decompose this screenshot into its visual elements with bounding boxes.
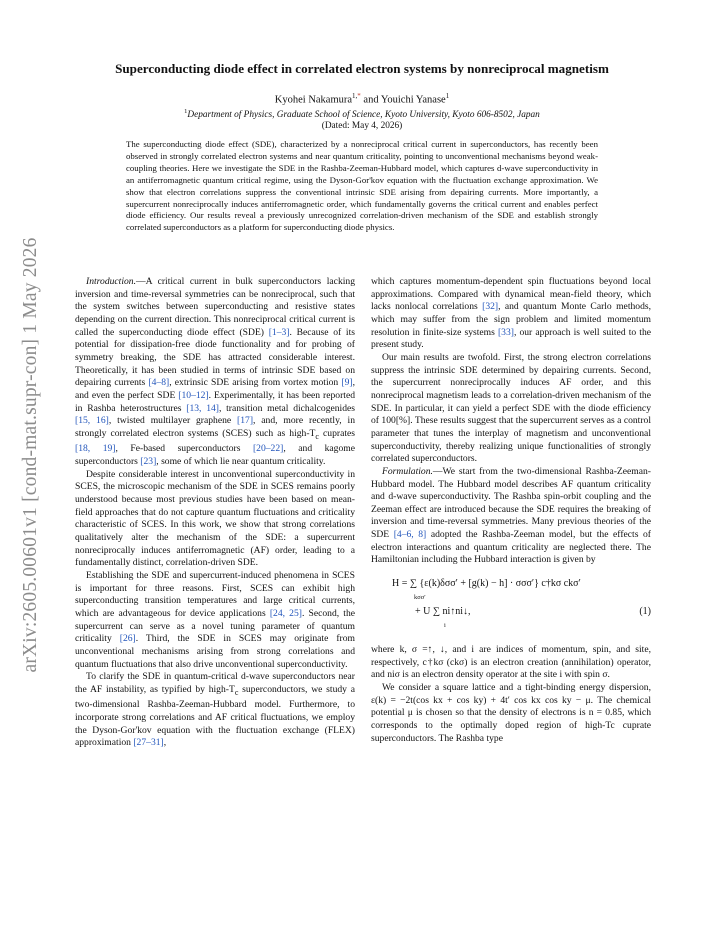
equation-line-1: H = ∑ {ε(k)δσσ′ + [g(k) − h] · σσσ′} c†kσ ckσ′ [392, 578, 581, 590]
paragraph-text: , extrinsic SDE arising from vortex motion [169, 377, 342, 389]
paragraph-text: , Fe-based superconductors [115, 443, 253, 455]
citation-link[interactable]: [13, 14] [186, 402, 219, 414]
equation-line-2: + U ∑ ni↑ni↓, [415, 606, 471, 618]
sum-subscript: i [444, 622, 446, 630]
affiliation [60, 108, 664, 120]
paragraph: Despite considerable interest in unconventional superconductivity in SCES, the microscopic mechanism of the SDE in SCES remains poorly understood because most previous studies have been based on mean-field approaches that do not capture quantum fluctuations and criticality characteristic of SCES. In this work, we show that strong correlations qualitatively alter the mechanism of the SDE: a supercurrent nonreciprocally induces antiferromagnetic (AF) order, leading to a fundamentally distinct, correlation-driven SDE. [75, 468, 355, 569]
citation-link[interactable]: [15, 16] [75, 415, 109, 427]
authors-and: and [363, 94, 379, 106]
citation-link[interactable]: [27–31] [133, 737, 164, 749]
paragraph [75, 671, 355, 750]
left-column [75, 276, 355, 750]
paragraph-text: which captures momentum-dependent spin fluctuations beyond local approximations. Compared with dynamical mean-field theory, which lacks nonlocal correlations [371, 276, 651, 313]
paragraph-text: , [163, 737, 167, 749]
arxiv-identifier: arXiv:2605.00601v1 [cond-mat.supr-con] 1 May 2026 [20, 237, 41, 673]
citation-link[interactable]: [24, 25] [269, 607, 302, 619]
paragraph-text: cuprates [318, 427, 355, 439]
arxiv-sidebar [8, 200, 54, 710]
subscript: c [315, 431, 319, 441]
section-label: Introduction. [86, 276, 137, 287]
equation-1 [371, 573, 651, 637]
authors-line [60, 92, 664, 106]
paragraph: Our main results are twofold. First, the strong electron correlations suppress the intrinsic SDE determined by depairing currents. Second, the supercurrent nonreciprocally induces AF order, and this nonreciprocal magnetism leads to a correlation-driven mechanism of the SDE. In particular, it can yield a perfect SDE with the diode efficiency of 100[%]. These results suggest that the supercurrent serves as a control parameter that tunes the interplay of magnetism and unconventional superconductivity, thereby realizing unique functionalities of strongly correlated superconductors. [371, 351, 651, 465]
citation-link[interactable]: [4–6, 8] [393, 529, 427, 541]
author-affil-mark: 1 [445, 92, 450, 100]
equation-number: (1) [639, 606, 651, 618]
citation-link[interactable]: [17] [237, 415, 254, 427]
paragraph-text: , twisted multilayer graphene [108, 415, 238, 427]
paragraph-text: , and even the perfect SDE [75, 377, 355, 401]
paragraph-text: To clarify the SDE in quantum-critical d-wave superconductors near the AF instability, as typified by high-T [75, 671, 355, 695]
paragraph-text: , and quantum Monte Carlo methods, which may suffer from the sign problem and limited momentum resolution in finite-size systems [371, 301, 652, 338]
affiliation-mark: 1 [184, 108, 188, 115]
sum-subscript: kσσ′ [414, 594, 426, 602]
paragraph-text: Establishing the SDE and supercurrent-induced phenomena in SCES is important for three reasons. First, SCES can exhibit high superconducting transition temperatures and large critical currents, which are advantageous for device applications [75, 570, 355, 619]
citation-link[interactable]: [23] [140, 456, 157, 468]
paragraph: where k, σ =↑, ↓, and i are indices of momentum, spin, and site, respectively, c†kσ (ckσ) is an electron creation (annihilation) operator, and niσ is an electron density operator at the site i with spin σ. [371, 644, 651, 681]
date-line: (Dated: May 4, 2026) [321, 121, 403, 131]
author-affil-mark: 1, [352, 92, 358, 100]
citation-link[interactable]: [9] [341, 377, 353, 389]
paragraph [75, 276, 355, 469]
citation-link[interactable]: [10–12] [178, 389, 209, 401]
citation-link[interactable]: [33] [497, 326, 514, 338]
citation-link[interactable]: [4–8] [148, 377, 170, 389]
section-label: Formulation. [382, 465, 433, 477]
paragraph-text: . Because of its potential for dissipation-free diode functionality and for probing of symmetry breaking, the SDE has attracted considerable interest. Theoretically, it has been studied in terms of intrinsic SDE based on depairing currents [75, 326, 355, 389]
paragraph-text: , and kagome superconductors [75, 443, 355, 468]
citation-link[interactable]: [20–22] [252, 443, 284, 455]
paragraph-text: . Experimentally, it has been reported in Rashba heterostructures [75, 389, 355, 414]
paragraph [371, 466, 651, 567]
paragraph-text: superconductors, we study a two-dimensional Rashba-Zeeman-Hubbard model. Furthermore, to incorporate strong correlations and AF critical fluctuations, we employ the Dyson-Gor'kov equation with the fluctuation exchange (FLEX) approximation [75, 683, 355, 749]
paragraph-text: , transition metal dichalcogenides [218, 402, 355, 414]
paragraph [371, 276, 651, 352]
author-name: Kyohei Nakamura [274, 94, 353, 106]
paragraph-text: , our approach is well suited to the present study. [371, 326, 651, 351]
citation-link[interactable]: [32] [482, 301, 499, 313]
right-column [371, 276, 651, 745]
citation-link[interactable]: [26] [119, 633, 136, 645]
paragraph-text: , and, more recently, in strongly correlated electron systems (SCES) such as high-T [75, 415, 356, 439]
paragraph-text: . Third, the SDE in SCES may originate from unconventional mechanisms arising from strong correlations and quantum fluctuations that also drive unconventional superconductivity. [75, 633, 355, 670]
paper-title: Superconducting diode effect in correlated electron systems by nonreciprocal magnetism [115, 61, 609, 76]
paragraph-text: , some of which lie near quantum criticality. [156, 456, 326, 468]
citation-link[interactable]: [1–3] [268, 326, 290, 338]
paragraph-text: —A critical current in bulk superconductors lacking inversion and time-reversal symmetries can be nonreciprocal, such that the system switches between superconducting and resistive states depending on the current direction. This nonreciprocal critical current is called the superconducting diode effect (SDE) [75, 276, 355, 338]
subscript: c [234, 687, 239, 697]
paragraph-text: adopted the Rashba-Zeeman model, but the effects of electron interactions and quantum criticality are neglected there. The Hamiltonian including the Hubbard interaction is given by [371, 529, 652, 566]
paragraph: We consider a square lattice and a tight-binding energy dispersion, ε(k) = −2t(cos kx + cos ky) + 4t′ cos kx cos ky − μ. The chemical potential μ is chosen so that the density of electrons is n = 0.85, which corresponds to the optimally doped region of high-Tc cuprate superconductors. The Rashba type [371, 682, 651, 744]
paragraph-text: —We start from the two-dimensional Rashba-Zeeman-Hubbard model. The Hubbard model describes AF quantum criticality and d-wave superconductivity. The Rashba spin-orbit coupling and the Zeeman effect are introduced because the SDE requires the breaking of inversion and time-reversal symmetries. Many previous theories of the SDE [371, 465, 651, 541]
affiliation-text: Department of Physics, Graduate School of Science, Kyoto University, Kyoto 606-8502, Japan [187, 110, 540, 121]
abstract: The superconducting diode effect (SDE), characterized by a nonreciprocal critical current in superconductors, has recently been observed in strongly correlated electron systems and near quantum criticality, pointing to unconventional mechanisms beyond weak-coupling theories. Here we investigate the SDE in the Rashba-Zeeman-Hubbard model, which captures d-wave superconductivity in an antiferromagnetic quantum critical regime, using the Dyson-Gor'kov equation with the fluctuation exchange approximation. We show that electron correlations suppress the conventional intrinsic SDE arising from depairing currents. More importantly, a supercurrent nonreciprocally induces antiferromagnetic order, which fundamentally governs the critical current and enables perfect diode efficiency. Our results reveal a previously unrecognized correlation-driven mechanism of the SDE and establish strongly correlated superconductors as a platform for superconducting diode physics. [126, 139, 598, 233]
corresponding-author-link[interactable]: * [357, 92, 361, 100]
citation-link[interactable]: [18, 19] [75, 443, 116, 455]
paragraph-text: . Second, the supercurrent can serve as a novel tuning parameter of quantum criticality [75, 607, 356, 645]
author-name: Youichi Yanase [380, 94, 446, 106]
paragraph [75, 570, 355, 671]
